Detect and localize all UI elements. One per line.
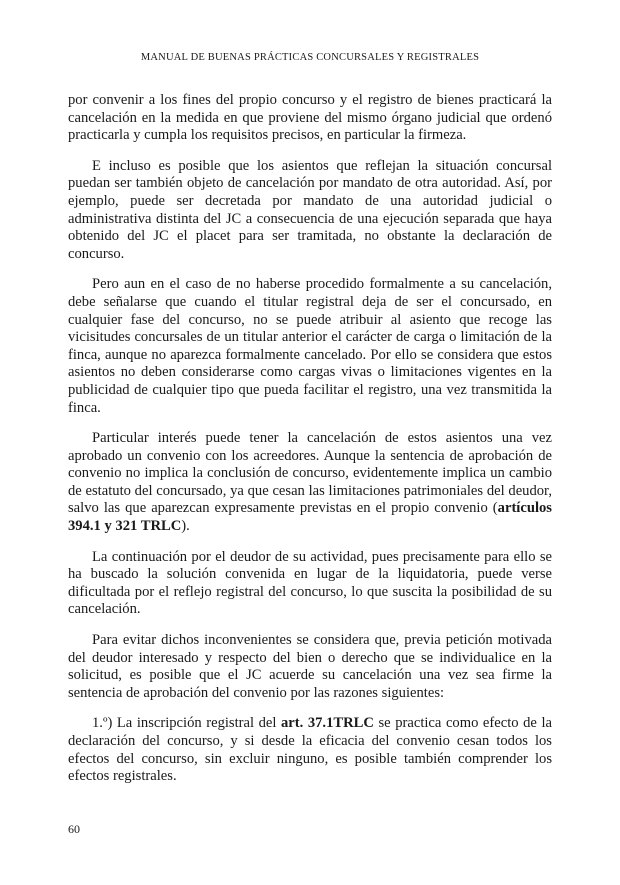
paragraph-6: Para evitar dichos inconvenientes se considera que, previa petición motivada del deudor interesado y respecto del bien o derecho que se individualice en la solicitud, es posible que el JC acuerde su cancelación una vez sea firme la sentencia de aprobación del convenio por las razones siguientes: — [68, 632, 552, 701]
page-number: 60 — [68, 822, 80, 836]
paragraph-7-text: 1.º) La inscripción registral del — [92, 715, 281, 732]
body-text — [68, 92, 552, 799]
paragraph-4-end: ). — [181, 518, 190, 535]
paragraph-7-end: se practica como efecto de la declaración del concurso, y si desde la eficacia del convenio cesan todos los efectos del concurso, sin excluir ninguno, es posible también comprender los efectos registrales. — [68, 715, 552, 785]
legal-reference: artículos 394.1 y 321 TRLC — [68, 500, 552, 535]
paragraph-3: Pero aun en el caso de no haberse procedido formalmente a su cancelación, debe señalarse que cuando el titular registral deja de ser el concursado, en cualquier fase del concurso, no se puede atribuir al asiento que recoge las vicisitudes concursales de un titular anterior el carácter de carga o limitación de la finca, aunque no aparezca formalmente cancelado. Por ello se considera que estos asientos no deben considerarse como cargas vivas o limitaciones vigentes en la publicidad de cualquier tipo que pueda facilitar el registro, una vez transmitida la finca. — [68, 276, 552, 416]
running-header: MANUAL DE BUENAS PRÁCTICAS CONCURSALES Y REGISTRALES — [140, 52, 480, 63]
paragraph-4 — [68, 430, 552, 536]
paragraph-2: E incluso es posible que los asientos que reflejan la situación concursal puedan ser también objeto de cancelación por mandato de otra autoridad. Así, por ejemplo, puede ser decretada por mandato de una autoridad judicial o administrativa distinta del JC a consecuencia de una ejecución separada que haya obtenido del JC el placet para ser tramitada, no obstante la declaración de concurso. — [68, 157, 552, 262]
legal-reference: art. 37.1TRLC — [281, 715, 374, 732]
paragraph-1: por convenir a los fines del propio concurso y el registro de bienes practicará la cancelación en la medida en que proviene del mismo órgano judicial que ordenó practicarla y cumpla los requisitos precisos, en particular la firmeza. — [68, 92, 552, 144]
paragraph-7 — [68, 715, 552, 785]
paragraph-5: La continuación por el deudor de su actividad, pues precisamente para ello se ha buscado la solución convenida en lugar de la liquidatoria, puede verse dificultada por el reflejo registral del concurso, lo que suscita la posibilidad de su cancelación. — [68, 548, 552, 618]
paragraph-4-text: Particular interés puede tener la cancelación de estos asientos una vez aprobado un convenio con los acreedores. Aunque la sentencia de aprobación de convenio no implica la conclusión de concurso, evidentemente implica un cambio de estatuto del concursado, ya que cesan las limitaciones patrimoniales del deudor, salvo las que aparezcan expresamente previstas en el propio convenio ( — [68, 430, 552, 517]
